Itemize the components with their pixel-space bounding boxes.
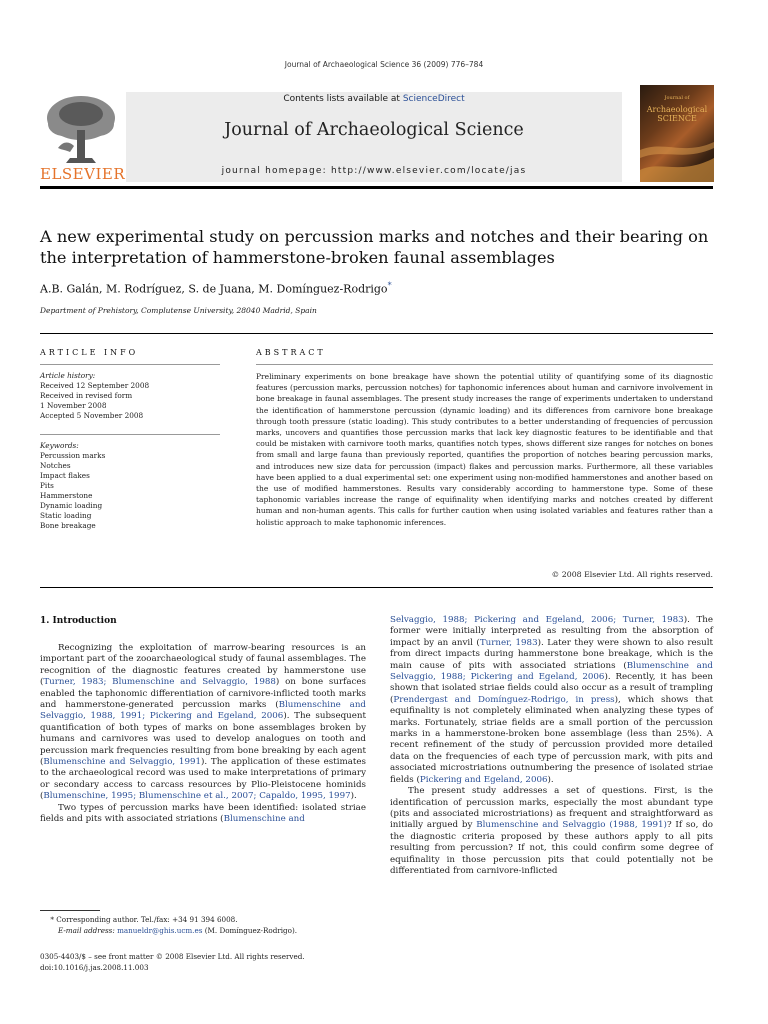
title-divider <box>40 333 713 334</box>
paragraph-text: ), which shows that equifinality is not completely eliminated when analyzing these types of marks. Fortunately, striae fields are a small portion of the percussion marks in a hammerstone-broken bone assemblage (less than 25%). A recent refinement of the study of percussion provided more detailed data on the frequencies of each type of percussion mark, with pits and associated microstriations outnumbering the presence of isolated striae fields ( <box>390 694 714 785</box>
history-item: Received 12 September 2008 <box>40 381 150 390</box>
history-item: Accepted 5 November 2008 <box>40 411 144 420</box>
citation-link[interactable]: Prendergast and Domínguez-Rodrigo, in press <box>393 694 615 705</box>
article-info-rule <box>40 364 220 365</box>
keywords-block <box>40 441 220 531</box>
homepage-url[interactable]: http://www.elsevier.com/locate/jas <box>330 166 527 176</box>
abstract-divider <box>40 587 713 588</box>
sciencedirect-link[interactable]: ScienceDirect <box>402 94 465 104</box>
front-matter-line: 0305-4403/$ – see front matter © 2008 Elsevier Ltd. All rights reserved. <box>40 952 305 961</box>
footnote <box>40 915 360 936</box>
history-item: 1 November 2008 <box>40 401 107 410</box>
citation-link[interactable]: Selvaggio, 1988; Pickering and Egeland, 2006; Turner, 1983 <box>390 615 684 625</box>
paragraph-text: ). Later they were shown to also result from direct impacts during hammerstone bone breakage, which is the main cause of pits with associated striations ( <box>390 637 713 671</box>
author-list: A.B. Galán, M. Rodríguez, S. de Juana, M. Domínguez-Rodrigo <box>40 282 388 296</box>
paragraph-text: ). The subsequent quantification of both types of marks on bone assemblages broken by humans and carnivores was used to develop analogues on tooth and percussion mark frequencies resulting from bone breaking by each agent ( <box>40 711 366 768</box>
citation-link[interactable]: Pickering and Egeland, 2006 <box>419 774 548 785</box>
contents-line <box>126 94 622 104</box>
history-label: Article history: <box>40 371 96 380</box>
footnote-email-label: E-mail address: <box>58 925 115 935</box>
elsevier-wordmark: ELSEVIER <box>40 165 126 183</box>
keyword-item: Static loading <box>40 511 92 520</box>
article-info-heading: ARTICLE INFO <box>40 348 139 357</box>
article-history <box>40 371 220 421</box>
citation-link[interactable]: Turner, 1983; Blumenschine and Selvaggio, 1988 <box>43 677 276 688</box>
cover-artwork <box>640 130 714 182</box>
doi-line[interactable]: doi:10.1016/j.jas.2008.11.003 <box>40 963 149 972</box>
keyword-item: Pits <box>40 481 54 490</box>
keyword-item: Notches <box>40 461 71 470</box>
citation-link[interactable]: Blumenschine and Selvaggio, 1991 <box>43 757 202 768</box>
contents-prefix: Contents lists available at <box>283 94 403 104</box>
cover-title-line1: Archaeological <box>646 105 708 114</box>
journal-reference: Journal of Archaeological Science 36 (2009) 776–784 <box>284 60 484 69</box>
intro-paragraph-3 <box>390 786 713 877</box>
history-item: Received in revised form <box>40 391 133 400</box>
citation-link[interactable]: Turner, 1983 <box>479 637 538 648</box>
keywords-rule <box>40 434 220 435</box>
cover-title-line2: SCIENCE <box>657 114 697 123</box>
abstract-heading: ABSTRACT <box>256 348 326 357</box>
paragraph-text: ). The application of these estimates to the archaeological record was used to make interpretations of primary or secondary access to carcass resources by Plio-Pleistocene hominids ( <box>40 757 366 802</box>
left-column <box>40 643 366 826</box>
footnote-text: Corresponding author. Tel./fax: +34 91 394 6008. <box>56 915 238 924</box>
right-column <box>390 615 713 877</box>
intro-paragraph-2 <box>40 803 366 826</box>
issn-block <box>40 951 305 973</box>
abstract-rule <box>256 364 713 365</box>
abstract-text: Preliminary experiments on bone breakage have shown the potential utility of quantifying some of its diagnostic features (percussion marks, percussion notches) for taphonomic inferences about human and carnivore involvement in bone breakage in faunal assemblages. The present study increases the range of experiments undertaken to understand the identification of hammerstone percussion (dynamic loading) and its differences from carnivore bone breakage through tooth pressure (static loading). This study contributes to a better understanding of frequencies of percussion marks, uncovers and quantifies those percussion marks that lack key diagnostic features to be identifiable and that could be mistaken with carnivore tooth marks, quantifies notch types, shows different size ranges for notches on bones from small and large fauna than previously reported, quantifies the proportion of notches bearing percussion marks, and introduces new size data for percussion (impact) flakes and percussion marks. Furthermore, all these variables have been applied to a dual experimental set: one experiment using non-modified hammerstones and another based on the use of modified hammerstones. Results vary considerably according to hammerstone type. Some of these taphonomic variables increase the range of equifinality when identifying marks and notches created by different human and non-human agents. This calls for further caution when using isolated variables and features rather than a holistic approach to make taphonomic inferences. <box>256 372 713 527</box>
citation-link[interactable]: Blumenschine and <box>223 814 305 825</box>
citation-link[interactable]: Blumenschine and Selvaggio, 1988; Pickering and Egeland, 2006 <box>390 660 713 683</box>
paragraph-text: ). Recently, it has been shown that isolated striae fields could also occur as a result of trampling ( <box>390 672 713 705</box>
footnote-mark: * <box>50 915 54 924</box>
header-divider <box>40 186 713 189</box>
paragraph-text: The present study addresses a set of questions. First, is the identification of percussion marks, especially the most abundant type (pits and associated microstriations) as frequent and straightforward as initially argued by <box>390 786 713 831</box>
introduction-heading: 1. Introduction <box>40 616 117 626</box>
keyword-item: Impact flakes <box>40 471 90 480</box>
paragraph-text: Two types of percussion marks have been identified: isolated striae fields and pits with associated striations ( <box>40 802 366 825</box>
paragraph-text: ) on bone surfaces enabled the taphonomic differentiation of carnivore-inflicted tooth marks and hammerstone-generated percussion marks ( <box>40 677 367 711</box>
paragraph-text: ). The former were initially interpreted as resulting from the absorption of impact by an anvil ( <box>390 615 713 648</box>
article-title: A new experimental study on percussion marks and notches and their bearing on the interpretation of hammerstone-broken faunal assemblages <box>40 227 709 267</box>
keyword-item: Bone breakage <box>40 521 96 530</box>
author-affiliation: Department of Prehistory, Complutense University, 28040 Madrid, Spain <box>40 306 317 315</box>
abstract-copyright: © 2008 Elsevier Ltd. All rights reserved. <box>551 570 713 579</box>
citation-link[interactable]: Blumenschine, 1995; Blumenschine et al., 2007; Capaldo, 1995, 1997 <box>43 791 351 802</box>
intro-paragraph-1 <box>40 643 366 803</box>
paragraph-text: Recognizing the exploitation of marrow-bearing resources is an important part of the zooarchaeological study of faunal assemblages. The recognition of the diagnostic features created by hammerstone use ( <box>40 643 366 688</box>
keyword-item: Hammerstone <box>40 491 93 500</box>
paragraph-text: ). <box>350 791 357 802</box>
cover-title <box>640 105 714 123</box>
journal-homepage <box>126 166 622 176</box>
paragraph-text: ? If so, do the diagnostic criteria proposed by these authors apply to all pits resulting from percussion? If not, this could confirm some degree of equifinality in those percussion pits that could potentially not be differentiated from carnivore-inflicted <box>390 820 713 876</box>
keywords-label: Keywords: <box>40 441 79 450</box>
journal-cover-thumbnail <box>640 85 714 182</box>
article-authors <box>40 281 392 296</box>
paragraph-text: ). <box>547 774 554 785</box>
citation-link[interactable]: Blumenschine and Selvaggio (1988, 1991) <box>476 820 667 831</box>
footnote-email-suffix: (M. Domínguez-Rodrigo). <box>204 925 298 935</box>
citation-link[interactable]: Blumenschine and Selvaggio, 1988, 1991; Pickering and Egeland, 2006 <box>40 700 366 722</box>
intro-paragraph-2-cont <box>390 615 713 786</box>
footnote-rule <box>40 910 100 911</box>
keyword-item: Dynamic loading <box>40 501 103 510</box>
cover-small-label: Journal of <box>664 95 690 101</box>
journal-title: Journal of Archaeological Science <box>224 120 524 140</box>
footnote-email-link[interactable]: manueldr@ghis.ucm.es <box>117 925 203 935</box>
homepage-prefix: journal homepage: <box>221 166 331 176</box>
footnote-email-line <box>40 926 360 937</box>
footnote-corresponding <box>40 915 360 926</box>
keyword-item: Percussion marks <box>40 451 106 460</box>
corresponding-author-mark[interactable]: * <box>387 281 392 290</box>
